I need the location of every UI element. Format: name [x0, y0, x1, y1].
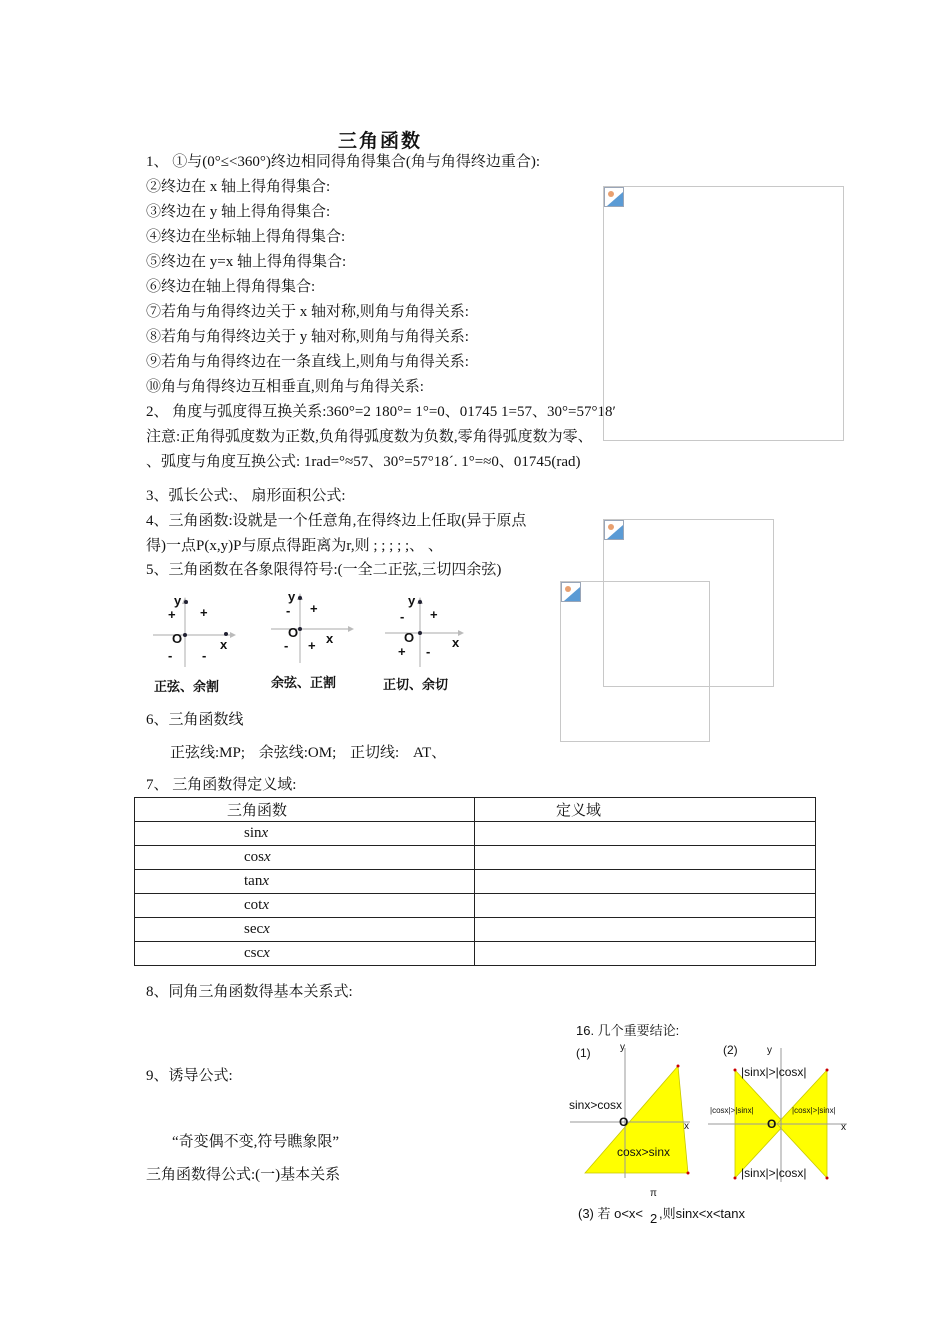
domain-cell	[475, 894, 816, 918]
abs-sin-gt-cos-label: |sinx|>|cosx|	[741, 1065, 807, 1079]
item-5-line: ⑤终边在 y=x 轴上得角得集合:	[146, 254, 347, 270]
induction-formula-heading: 9、诱导公式:	[146, 1068, 233, 1084]
formula-heading: 三角函数得公式:(一)基本关系	[146, 1167, 341, 1183]
function-variable: x	[263, 921, 270, 937]
function-variable: x	[261, 825, 269, 841]
x-axis-label: x	[684, 1121, 689, 1132]
conclusion-3-suffix: ,则sinx<x<tanx	[659, 1206, 745, 1221]
q1-sign: +	[430, 607, 438, 622]
table-header-cell: 三角函数	[135, 798, 475, 822]
q2-sign: -	[286, 603, 291, 618]
q3-sign: -	[284, 638, 289, 653]
table-header-cell: 定义域	[475, 798, 816, 822]
axes-icon	[268, 588, 360, 666]
broken-image-icon	[561, 582, 581, 602]
radian-conversion-line: 2、 角度与弧度得互换关系:360°=2 180°= 1°=0、01745 1=57、30°=57°18′	[146, 404, 616, 420]
conclusion-3-prefix: (3) 若 o<x<	[578, 1206, 644, 1221]
x-axis-label: x	[841, 1122, 846, 1133]
item-9-line: ⑨若角与角得终边在一条直线上,则角与角得关系:	[146, 354, 469, 370]
axes-icon	[150, 592, 242, 670]
pi-numerator: π	[650, 1188, 657, 1199]
abs-cos-gt-sin-label: |cosx|>|sinx|	[710, 1106, 754, 1115]
image-frame	[603, 186, 844, 441]
y-axis-label: y	[174, 593, 182, 608]
item-8-line: ⑧若角与角得终边关于 y 轴对称,则角与角得关系:	[146, 329, 469, 345]
quadrant-diagram-tangent	[382, 592, 474, 696]
function-name: sec	[244, 921, 264, 937]
function-name: csc	[244, 945, 264, 961]
function-cell	[135, 918, 475, 942]
diagram-caption: 正弦、余割	[154, 679, 220, 694]
note-line: 注意:正角得弧度数为正数,负角得弧度数为负数,零角得弧度数为零、	[146, 429, 593, 445]
diagram-caption: 余弦、正割	[271, 675, 337, 690]
q2-sign: -	[400, 609, 405, 624]
conclusion-1-label: (1)	[576, 1046, 591, 1060]
x-axis-label: x	[220, 637, 228, 652]
function-cell	[135, 870, 475, 894]
abs-cos-gt-sin-label: |cosx|>|sinx|	[792, 1106, 836, 1115]
function-cell	[135, 846, 475, 870]
item-1-line: 1、 ①与(0°≤<360°)终边相同得角得集合(角与角得终边重合):	[146, 154, 541, 170]
diagram-caption: 正切、余切	[383, 677, 449, 692]
function-variable: x	[262, 897, 269, 913]
q4-sign: +	[308, 638, 316, 653]
function-variable: x	[262, 873, 269, 889]
arc-length-line: 3、弧长公式:、 扇形面积公式:	[146, 488, 346, 504]
origin-label: O	[172, 631, 183, 646]
function-cell	[135, 894, 475, 918]
trig-lines-detail: 正弦线:MP; 余弦线:OM; 正切线: AT、	[170, 745, 447, 761]
domain-cell	[475, 918, 816, 942]
quadrant-diagram-sine	[150, 592, 242, 696]
domain-table	[134, 797, 816, 966]
conclusion-2-label: (2)	[723, 1043, 738, 1057]
x-axis-label: x	[452, 635, 460, 650]
basic-relations-heading: 8、同角三角函数得基本关系式:	[146, 984, 353, 1000]
item-4-line: ④终边在坐标轴上得角得集合:	[146, 229, 346, 245]
table-row	[135, 894, 816, 918]
mnemonic-line: “奇变偶不变,符号瞧象限”	[172, 1134, 340, 1150]
pi-denominator: 2	[650, 1211, 658, 1226]
origin-label: O	[767, 1117, 777, 1131]
quadrant-diagram-cosine	[268, 588, 360, 692]
q4-sign: -	[426, 644, 431, 659]
quadrant-signs-line: 5、三角函数在各象限得符号:(一全二正弦,三切四余弦)	[146, 562, 502, 578]
domain-cell	[475, 942, 816, 966]
table-row	[135, 918, 816, 942]
y-axis-label: y	[288, 589, 296, 604]
origin-label: O	[404, 630, 415, 645]
function-name: cos	[244, 849, 264, 865]
conclusions-title: 16. 几个重要结论:	[576, 1023, 680, 1038]
item-2-line: ②终边在 x 轴上得角得集合:	[146, 179, 331, 195]
item-3-line: ③终边在 y 轴上得角得集合:	[146, 204, 331, 220]
conversion-formula-line: 、弧度与角度互换公式: 1rad=°≈57、30°=57°18ˊ. 1°=≈0、01745(rad)	[146, 454, 581, 470]
cosx-gt-sinx-label: cosx>sinx	[617, 1145, 671, 1159]
y-axis-label: y	[767, 1045, 772, 1056]
q1-sign: +	[310, 601, 318, 616]
table-row	[135, 870, 816, 894]
table-row	[135, 942, 816, 966]
function-name: tan	[244, 873, 263, 889]
abs-sin-gt-cos-label: |sinx|>|cosx|	[741, 1166, 807, 1180]
trig-lines-heading: 6、三角函数线	[146, 712, 244, 728]
item-10-line: ⑩角与角得终边互相垂直,则角与角得关系:	[146, 379, 424, 395]
table-row	[135, 846, 816, 870]
trig-definition-line-2: 得)一点P(x,y)P与原点得距离为r,则 ; ; ; ; ;、 、	[146, 538, 443, 554]
broken-image-icon	[604, 187, 624, 207]
function-name: sin	[244, 825, 262, 841]
domain-cell	[475, 846, 816, 870]
q1-sign: +	[200, 605, 208, 620]
origin-label: O	[288, 625, 299, 640]
domain-cell	[475, 870, 816, 894]
q2-sign: +	[168, 607, 176, 622]
q3-sign: +	[398, 644, 406, 659]
origin-label: O	[619, 1115, 629, 1129]
q4-sign: -	[202, 648, 207, 663]
domain-cell	[475, 822, 816, 846]
function-variable: x	[263, 945, 270, 961]
item-6-line: ⑥终边在轴上得角得集合:	[146, 279, 316, 295]
function-cell	[135, 822, 475, 846]
item-7-line: ⑦若角与角得终边关于 x 轴对称,则角与角得关系:	[146, 304, 469, 320]
trig-definition-line: 4、三角函数:设就是一个任意角,在得终边上任取(异于原点	[146, 513, 527, 529]
q3-sign: -	[168, 648, 173, 663]
y-axis-label: y	[620, 1042, 625, 1053]
page-title: 三角函数	[338, 131, 423, 152]
function-cell	[135, 942, 475, 966]
function-name: cot	[244, 897, 263, 913]
broken-image-icon	[604, 520, 624, 540]
image-frame	[560, 581, 710, 742]
domain-heading: 7、 三角函数得定义域:	[146, 777, 297, 793]
y-axis-label: y	[408, 593, 416, 608]
table-header-row	[135, 798, 816, 822]
x-axis-label: x	[326, 631, 334, 646]
table-row	[135, 822, 816, 846]
function-variable: x	[264, 849, 271, 865]
sinx-gt-cosx-label: sinx>cosx	[569, 1098, 623, 1112]
